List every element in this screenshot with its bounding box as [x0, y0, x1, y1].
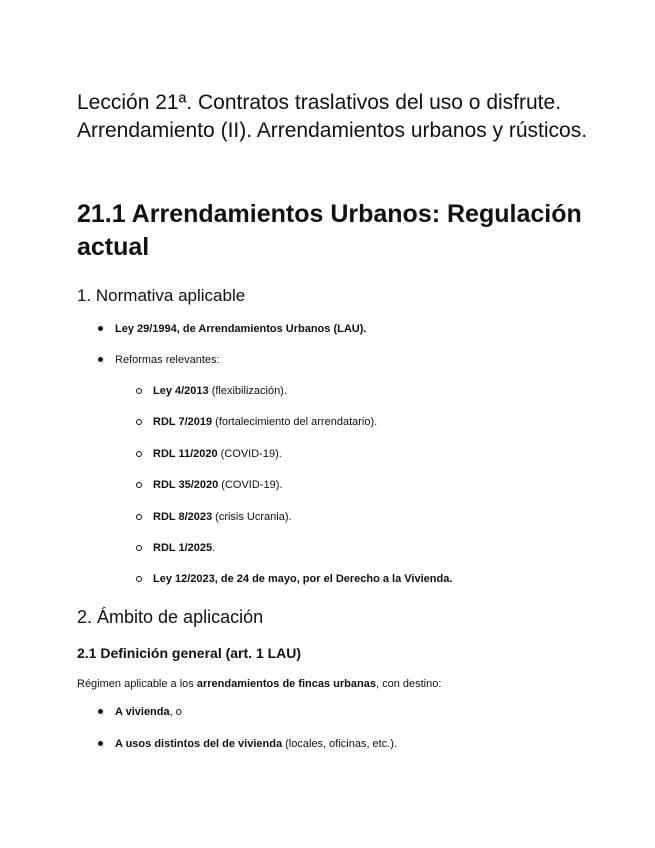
sublist-item-text: (flexibilización).	[208, 385, 287, 397]
bullet-circle-icon	[136, 388, 142, 394]
bullet-circle-icon	[136, 451, 142, 457]
bullet-icon	[98, 741, 103, 746]
list-item-usos-distintos	[115, 737, 397, 751]
sublist-item-bold: RDL 1/2025	[153, 542, 213, 554]
sublist-item-rdl-35-2020	[153, 478, 282, 492]
section-title: 21.1 Arrendamientos Urbanos: Regulación actual	[77, 200, 582, 261]
sublist-item-ley-12-2023	[153, 572, 452, 586]
list-item-text: (locales, oficinas, etc.).	[282, 738, 398, 750]
intro-paragraph	[77, 677, 441, 691]
heading-normativa-aplicable: 1. Normativa aplicable	[77, 286, 246, 305]
intro-text-end: , con destino:	[375, 678, 442, 690]
bullet-circle-icon	[136, 419, 142, 425]
bullet-circle-icon	[136, 514, 142, 520]
list-item-text: Reformas relevantes:	[115, 354, 220, 366]
list-item-ley-29-1994	[115, 322, 366, 336]
sublist-item-text: (fortalecimiento del arrendatario).	[212, 416, 378, 428]
sublist-item-text: (crisis Ucrania).	[212, 511, 292, 523]
lesson-title: Lección 21ª. Contratos traslativos del uso o disfrute. Arrendamiento (II). Arrendamientos urbanos y rústicos.	[77, 91, 588, 142]
heading-ambito-de-aplicacion: 2. Ámbito de aplicación	[77, 607, 264, 627]
sublist-item-rdl-7-2019	[153, 415, 377, 429]
sublist-item-rdl-1-2025	[153, 541, 215, 555]
sublist-item-text: .	[212, 542, 216, 554]
list-item-bold: A usos distintos del de vivienda	[115, 738, 283, 750]
bullet-icon	[98, 709, 103, 714]
bullet-icon	[98, 357, 103, 362]
intro-bold: arrendamientos de fincas urbanas	[196, 678, 376, 690]
sublist-item-bold: RDL 8/2023	[153, 511, 213, 523]
bullet-circle-icon	[136, 545, 142, 551]
sublist-item-rdl-8-2023	[153, 510, 292, 524]
sublist-item-bold: RDL 7/2019	[153, 416, 213, 428]
sublist-item-rdl-11-2020	[153, 447, 282, 461]
list-item-bold: Ley 29/1994, de Arrendamientos Urbanos (LAU).	[115, 323, 367, 335]
intro-text: Régimen aplicable a los	[77, 678, 197, 690]
sublist-item-text: (COVID-19).	[218, 479, 283, 491]
list-item-text: , o	[169, 706, 182, 718]
heading-definicion-general: 2.1 Definición general (art. 1 LAU)	[77, 645, 302, 661]
sublist-item-ley-4-2013	[153, 384, 287, 398]
sublist-item-bold: Ley 12/2023, de 24 de mayo, por el Derecho a la Vivienda.	[153, 573, 453, 585]
bullet-circle-icon	[136, 482, 142, 488]
sublist-item-text: (COVID-19).	[217, 448, 282, 460]
bullet-circle-icon	[136, 576, 142, 582]
list-item-vivienda	[115, 705, 182, 719]
sublist-item-bold: RDL 35/2020	[153, 479, 219, 491]
sublist-item-bold: Ley 4/2013	[153, 385, 209, 397]
sublist-item-bold: RDL 11/2020	[153, 448, 218, 460]
list-item-bold: A vivienda	[115, 706, 170, 718]
bullet-icon	[98, 326, 103, 331]
list-item-reformas	[115, 353, 220, 367]
